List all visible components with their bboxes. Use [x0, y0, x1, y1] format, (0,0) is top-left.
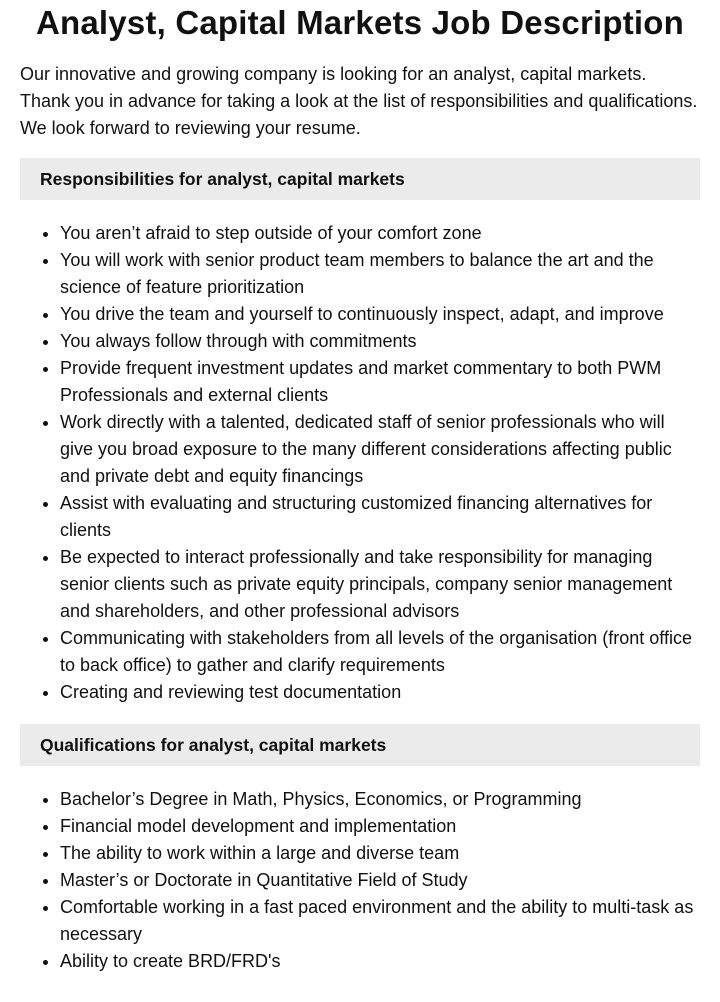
intro-paragraph: Our innovative and growing company is looking for an analyst, capital markets. Thank you in advance for taking a look at the list of responsibilities and qualifications. We look forward to reviewing your resume.	[20, 64, 698, 138]
list-item: • Assist with evaluating and structuring customized financing alternatives for clients	[60, 490, 700, 544]
list-item: • Master’s or Doctorate in Quantitative Field of Study	[60, 867, 700, 894]
list-item: • Bachelor’s Degree in Math, Physics, Economics, or Programming	[60, 786, 700, 813]
list-item: • Communicating with stakeholders from all levels of the organisation (front office to back office) to gather and clarify requirements	[60, 625, 700, 679]
list-item: • Work directly with a talented, dedicated staff of senior professionals who will give you broad exposure to the many different considerations affecting public and private debt and equity financings	[60, 409, 700, 490]
list-item: • Financial model development and implementation	[60, 813, 700, 840]
qualifications-heading: Qualifications for analyst, capital markets	[20, 724, 700, 766]
list-item: • You always follow through with commitments	[60, 328, 700, 355]
list-item: • Creating and reviewing test documentation	[60, 679, 700, 706]
qualifications-list	[20, 786, 700, 975]
list-item: • Comfortable working in a fast paced environment and the ability to multi-task as necessary	[60, 894, 700, 948]
list-item: • Provide frequent investment updates and market commentary to both PWM Professionals and external clients	[60, 355, 700, 409]
responsibilities-heading: Responsibilities for analyst, capital markets	[20, 158, 700, 200]
list-item: • You will work with senior product team members to balance the art and the science of feature prioritization	[60, 247, 700, 301]
list-item: • Be expected to interact professionally and take responsibility for managing senior clients such as private equity principals, company senior management and shareholders, and other professional advisors	[60, 544, 700, 625]
list-item: • The ability to work within a large and diverse team	[60, 840, 700, 867]
page-title: Analyst, Capital Markets Job Description	[35, 4, 684, 41]
responsibilities-list	[20, 220, 700, 706]
list-item: • You drive the team and yourself to continuously inspect, adapt, and improve	[60, 301, 700, 328]
list-item: • Ability to create BRD/FRD's	[60, 948, 700, 975]
list-item: • You aren’t afraid to step outside of your comfort zone	[60, 220, 700, 247]
